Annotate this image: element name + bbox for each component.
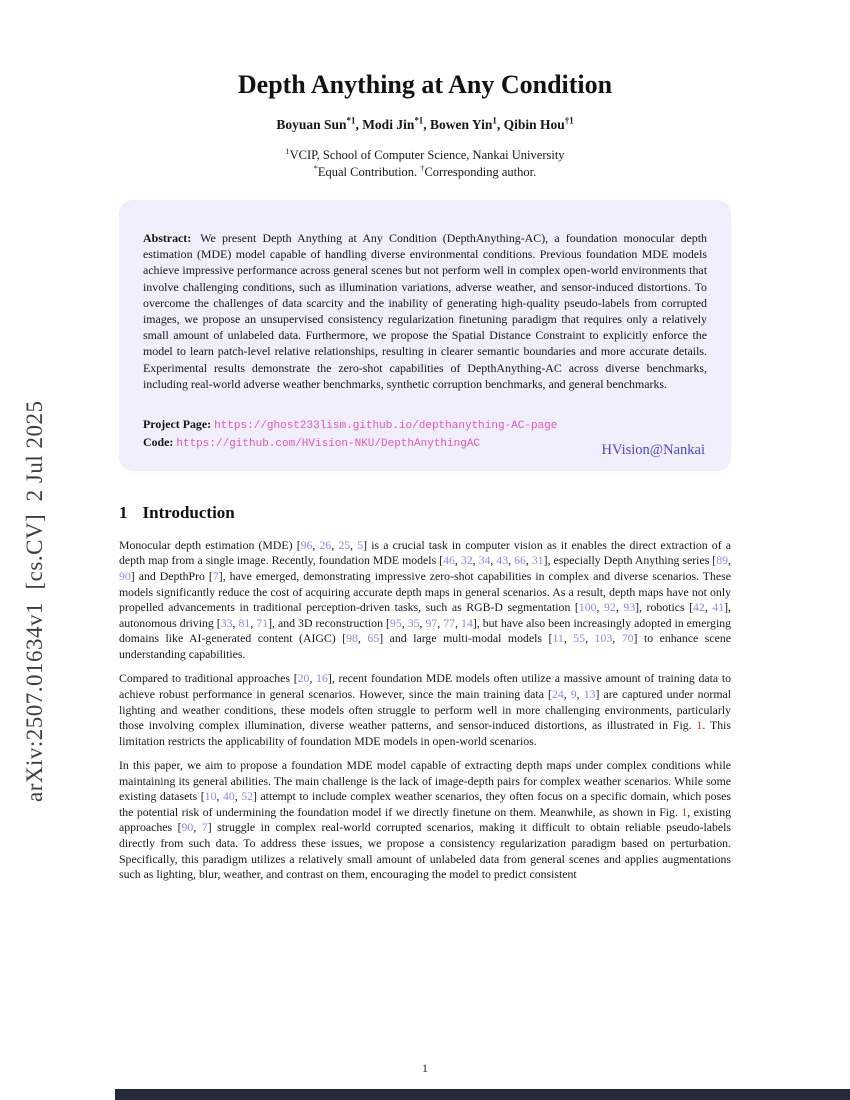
citation-link[interactable]: 13 [583,686,596,701]
superscript: * [313,163,318,173]
citation-link[interactable]: 92 [604,600,616,615]
citation-link[interactable]: 70 [621,631,634,646]
intro-paragraph-1: Monocular depth estimation (MDE) [96, 26, 25, 5] is a crucial task in computer vision as it enables the direct extraction of a depth map from a single image. Recently, foundation MDE models [46, 32, 34, 43, 66, 31], especially Depth Anything series [89, 90] and DepthPro [7], have emerged, demonstrating impressive zero-shot capabilities in complex and diverse scenarios. These models significantly reduce the cost of acquiring accurate depth maps in general scenarios. As a result, depth maps have not only propelled advancements in traditional perception-driven tasks, such as RGB-D segmentation [100, 92, 93], robotics [42, 41], autonomous driving [33, 81, 71], and 3D reconstruction [95, 35, 97, 77, 14], but have also been increasingly adopted in emerging domains like AI-generated content (AIGC) [98, 65] and large multi-modal models [11, 55, 103, 70] to enhance scene understanding capabilities. [119,537,732,661]
citation-link[interactable]: 97 [425,615,438,630]
citation-link[interactable]: 32 [460,553,473,568]
superscript: 1 [492,115,497,126]
paper-title: Depth Anything at Any Condition [237,70,613,99]
project-page-label: Project Page: [143,416,212,431]
abstract-body: We present Depth Anything at Any Condition (DepthAnything-AC), a foundation monocular depth estimation (MDE) model capable of handling diverse environmental conditions. Previous foundation MDE models achieve impressive performance across general scenes but not perform well in complex open-world environments that involve challenging conditions, such as illumination variations, adverse weather, and sensor-induced distortions. To overcome the challenges of data scarcity and the inability of generating high-quality pseudo-labels from corrupted images, we propose an unsupervised consistency regularization finetuning paradigm that requires only a relatively small amount of unlabeled data. Furthermore, we propose the Spatial Distance Constraint to explicitly enforce the model to learn patch-level relative relationships, resulting in clearer semantic boundaries and more accurate details. Experimental results demonstrate the zero-shot capabilities of DepthAnything-AC across diverse benchmarks, including real-world adverse weather benchmarks, synthetic corruption benchmarks, and general benchmarks. [143,231,707,391]
citation-link[interactable]: 33 [220,615,233,630]
intro-paragraph-2: Compared to traditional approaches [20, 16], recent foundation MDE models often utilize a massive amount of training data to achieve robust performance in general scenarios. However, since the main training data [24, 9, 13] are captured under normal lighting and weather conditions, these models often struggle to perform well in more challenging environments, particularly those involving complex illumination, diverse weather patterns, and sensor-induced distortions, as illustrated in Fig. 1. This limitation restricts the applicability of foundation MDE models in open-world scenarios. [119,671,732,748]
citation-link[interactable]: 52 [241,789,253,804]
citation-link[interactable]: 95 [389,615,402,630]
citation-link[interactable]: 7 [212,569,219,583]
figure-ref-link[interactable]: 1 [696,718,703,733]
citation-link[interactable]: 89 [716,553,729,568]
citation-link[interactable]: 25 [338,537,351,552]
abstract-paragraph [143,230,707,392]
citation-link[interactable]: 9 [570,686,577,701]
citation-link[interactable]: 35 [407,615,420,630]
citation-link[interactable]: 103 [594,631,613,646]
citation-link[interactable]: 65 [367,631,380,646]
citation-link[interactable]: 77 [443,615,456,630]
citation-link[interactable]: 41 [712,600,725,615]
citation-link[interactable]: 11 [552,631,564,646]
project-page-link[interactable]: https://ghost233lism.github.io/depthanything-AC-page [214,419,558,432]
project-page-line [143,416,707,435]
abstract-label: Abstract: [143,231,192,245]
abstract-box [119,200,731,471]
citation-link[interactable]: 90 [181,820,194,835]
citation-link[interactable]: 42 [693,600,705,615]
superscript: †1 [564,115,574,126]
citation-link[interactable]: 7 [201,820,208,835]
citation-link[interactable]: 71 [256,615,269,630]
next-page-figure-edge [115,1089,850,1100]
code-link[interactable]: https://github.com/HVision-NKU/DepthAnythingAC [176,438,481,451]
citation-link[interactable]: 55 [573,631,586,646]
citation-link[interactable]: 46 [443,553,455,568]
citation-link[interactable]: 43 [496,553,509,568]
citation-link[interactable]: 100 [578,600,597,615]
citation-link[interactable]: 98 [346,631,358,646]
authors-line: Boyuan Sun$^{*1}$, Modi Jin$^{*1}$, Bowen Yin$^1$, Qibin Hou$^{\dagger 1}$ [276,115,574,132]
citation-link[interactable]: 93 [623,600,636,615]
contribution-note: *Equal Contribution. †Corresponding author. [313,163,537,179]
hvision-nankai-badge[interactable]: HVision@Nankai [601,441,705,458]
paper-content-column [119,0,731,883]
citation-link[interactable]: 14 [461,615,473,630]
arxiv-stamp: arXiv:2507.01634v1 [cs.CV] 2 Jul 2025 [22,400,47,802]
citation-link[interactable]: 34 [478,553,491,568]
section-heading-introduction [119,503,731,523]
superscript: *1 [346,115,356,126]
citation-link[interactable]: 5 [357,537,364,552]
code-label: Code: [143,435,174,450]
citation-link[interactable]: 20 [297,671,310,686]
citation-link[interactable]: 31 [531,553,544,568]
citation-link[interactable]: 10 [204,789,217,804]
superscript: † [420,163,425,173]
citation-link[interactable]: 40 [222,789,235,804]
citation-link[interactable]: 66 [514,553,526,568]
citation-link[interactable]: 81 [238,615,251,630]
citation-link[interactable]: 26 [319,537,332,552]
citation-link[interactable]: 24 [551,686,564,701]
section-number: 1 [119,502,128,522]
section-title: Introduction [142,502,235,522]
superscript: *1 [414,115,424,126]
intro-paragraph-3: In this paper, we aim to propose a foundation MDE model capable of extracting depth maps under complex conditions while maintaining its general abilities. The main challenge is the lack of image-depth pairs for complex weather scenarios. While some existing datasets [10, 40, 52] attempt to include complex weather scenarios, they often focus on a specific domain, which poses the potential risk of undermining the foundation model if we directly finetune on them. Meanwhile, as shown in Fig. 1, existing approaches [90, 7] struggle in complex real-world corrupted scenarios, making it difficult to obtain reliable pseudo-labels directly from such data. To address these issues, we propose a consistency regularization paradigm based on perturbation. Specifically, this paradigm utilizes a relatively small amount of unlabeled data from general scenes and applies augmentations such as lighting, blur, weather, and contrast on them, encouraging the model to predict consistent [119,758,732,882]
citation-link[interactable]: 90 [119,569,131,583]
superscript: 1 [285,146,290,156]
page-number: 1 [422,1061,428,1075]
citation-link[interactable]: 16 [316,671,328,686]
affiliation-line: $^1$VCIP, School of Computer Science, Nankai University [285,146,565,162]
figure-ref-link[interactable]: 1 [681,804,688,819]
citation-link[interactable]: 96 [300,537,313,552]
